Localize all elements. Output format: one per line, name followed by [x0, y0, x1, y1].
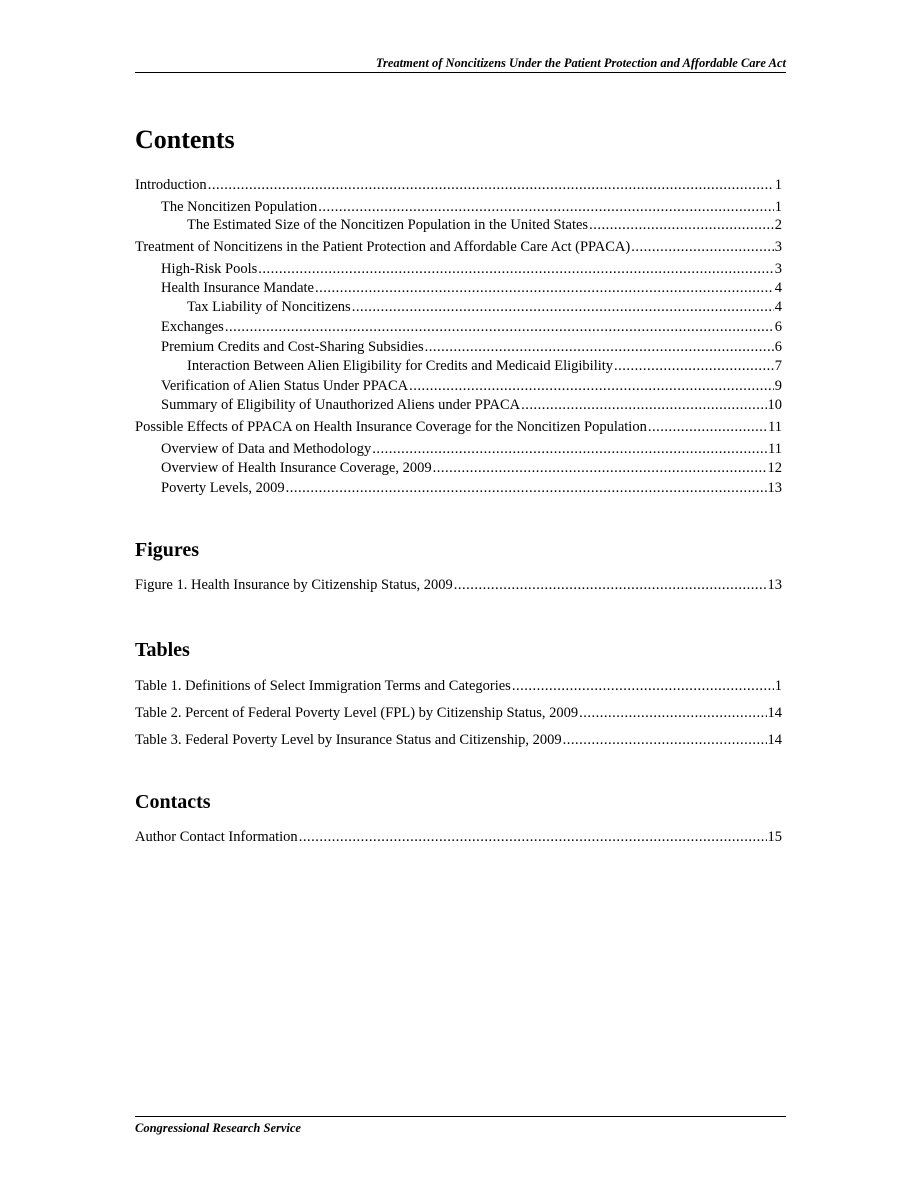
- toc-entry-premium-credits[interactable]: [135, 338, 782, 356]
- toc-entry-poverty-levels[interactable]: [135, 479, 782, 497]
- toc-entry-table-1[interactable]: [135, 677, 782, 695]
- toc-entry-label: Table 2. Percent of Federal Poverty Level (FPL) by Citizenship Status, 2009: [135, 705, 579, 721]
- toc-entry-label: Tax Liability of Noncitizens: [187, 299, 351, 315]
- toc-entry-label: Table 3. Federal Poverty Level by Insurance Status and Citizenship, 2009: [135, 732, 562, 748]
- toc-entry-page: 12: [767, 460, 782, 476]
- toc-entry-data-methodology[interactable]: [135, 440, 782, 458]
- toc-entry-treatment-of-noncitizens[interactable]: [135, 238, 782, 256]
- toc-entry-high-risk-pools[interactable]: [135, 260, 782, 278]
- toc-entry-page: 4: [774, 299, 782, 315]
- toc-entry-table-2[interactable]: [135, 704, 782, 722]
- toc-entry-label: Interaction Between Alien Eligibility for Credits and Medicaid Eligibility: [187, 358, 614, 374]
- toc-entry-health-insurance-mandate[interactable]: [135, 279, 782, 297]
- toc-entry-page: 3: [774, 239, 782, 255]
- dot-leader: [425, 338, 774, 356]
- dot-leader: [208, 176, 774, 194]
- toc-entry-coverage-overview[interactable]: [135, 459, 782, 477]
- toc-entry-tax-liability[interactable]: [135, 298, 782, 316]
- toc-entry-page: 15: [767, 829, 782, 845]
- dot-leader: [225, 318, 774, 336]
- toc-entry-page: 2: [774, 217, 782, 233]
- toc-entry-page: 1: [774, 678, 782, 694]
- toc-entry-label: Treatment of Noncitizens in the Patient Protection and Affordable Care Act (PPACA): [135, 239, 631, 255]
- toc-entry-label: Summary of Eligibility of Unauthorized Aliens under PPACA: [161, 397, 521, 413]
- toc-entry-page: 1: [774, 177, 782, 193]
- toc-entry-page: 11: [768, 441, 782, 457]
- dot-leader: [352, 298, 774, 316]
- dot-leader: [512, 677, 774, 695]
- dot-leader: [579, 704, 766, 722]
- toc-entry-introduction[interactable]: [135, 176, 782, 194]
- toc-entry-label: Exchanges: [161, 319, 224, 335]
- toc-entry-table-3[interactable]: [135, 731, 782, 749]
- header-rule: [135, 72, 786, 73]
- dot-leader: [299, 828, 767, 846]
- toc-entry-label: The Estimated Size of the Noncitizen Population in the United States: [187, 217, 589, 233]
- toc-entry-page: 6: [774, 339, 782, 355]
- toc-entry-label: Overview of Data and Methodology: [161, 441, 372, 457]
- dot-leader: [454, 576, 767, 594]
- dot-leader: [614, 357, 774, 375]
- dot-leader: [286, 479, 767, 497]
- toc-entry-label: Author Contact Information: [135, 829, 298, 845]
- toc-entry-page: 6: [774, 319, 782, 335]
- toc-entry-label: Possible Effects of PPACA on Health Insurance Coverage for the Noncitizen Population: [135, 419, 647, 435]
- toc-entry-label: Table 1. Definitions of Select Immigration Terms and Categories: [135, 678, 511, 694]
- dot-leader: [315, 279, 774, 297]
- tables-heading: Tables: [135, 639, 190, 661]
- dot-leader: [648, 418, 767, 436]
- toc-entry-page: 3: [774, 261, 782, 277]
- dot-leader: [318, 198, 774, 216]
- contacts-heading: Contacts: [135, 791, 211, 813]
- toc-entry-page: 14: [767, 705, 782, 721]
- toc-entry-page: 13: [767, 577, 782, 593]
- toc-entry-noncitizen-population[interactable]: [135, 198, 782, 216]
- toc-entry-label: Figure 1. Health Insurance by Citizenship Status, 2009: [135, 577, 453, 593]
- running-header: Treatment of Noncitizens Under the Patient Protection and Affordable Care Act: [375, 56, 786, 70]
- toc-entry-page: 13: [767, 480, 782, 496]
- dot-leader: [433, 459, 767, 477]
- dot-leader: [521, 396, 766, 414]
- dot-leader: [258, 260, 773, 278]
- toc-entry-exchanges[interactable]: [135, 318, 782, 336]
- toc-entry-page: 11: [768, 419, 782, 435]
- toc-entry-label: The Noncitizen Population: [161, 199, 318, 215]
- dot-leader: [372, 440, 767, 458]
- dot-leader: [563, 731, 767, 749]
- toc-entry-interaction-eligibility[interactable]: [135, 357, 782, 375]
- toc-entry-possible-effects[interactable]: [135, 418, 782, 436]
- footer-rule: [135, 1116, 786, 1117]
- toc-entry-label: Overview of Health Insurance Coverage, 2009: [161, 460, 432, 476]
- toc-entry-author-contact[interactable]: [135, 828, 782, 846]
- contents-heading: Contents: [135, 125, 235, 154]
- dot-leader: [409, 377, 774, 395]
- toc-entry-page: 1: [774, 199, 782, 215]
- dot-leader: [631, 238, 774, 256]
- toc-entry-estimated-size[interactable]: [135, 216, 782, 234]
- toc-entry-label: Premium Credits and Cost-Sharing Subsidies: [161, 339, 424, 355]
- toc-entry-label: Verification of Alien Status Under PPACA: [161, 378, 409, 394]
- toc-entry-verification-alien-status[interactable]: [135, 377, 782, 395]
- toc-entry-page: 10: [767, 397, 782, 413]
- toc-entry-figure-1[interactable]: [135, 576, 782, 594]
- toc-entry-summary-eligibility[interactable]: [135, 396, 782, 414]
- figures-heading: Figures: [135, 539, 200, 561]
- toc-entry-page: 7: [774, 358, 782, 374]
- toc-entry-label: Introduction: [135, 177, 207, 193]
- toc-entry-page: 14: [767, 732, 782, 748]
- running-footer: Congressional Research Service: [135, 1121, 301, 1135]
- toc-entry-label: Health Insurance Mandate: [161, 280, 314, 296]
- dot-leader: [589, 216, 774, 234]
- toc-entry-page: 4: [774, 280, 782, 296]
- toc-entry-label: High-Risk Pools: [161, 261, 258, 277]
- toc-entry-label: Poverty Levels, 2009: [161, 480, 285, 496]
- toc-entry-page: 9: [774, 378, 782, 394]
